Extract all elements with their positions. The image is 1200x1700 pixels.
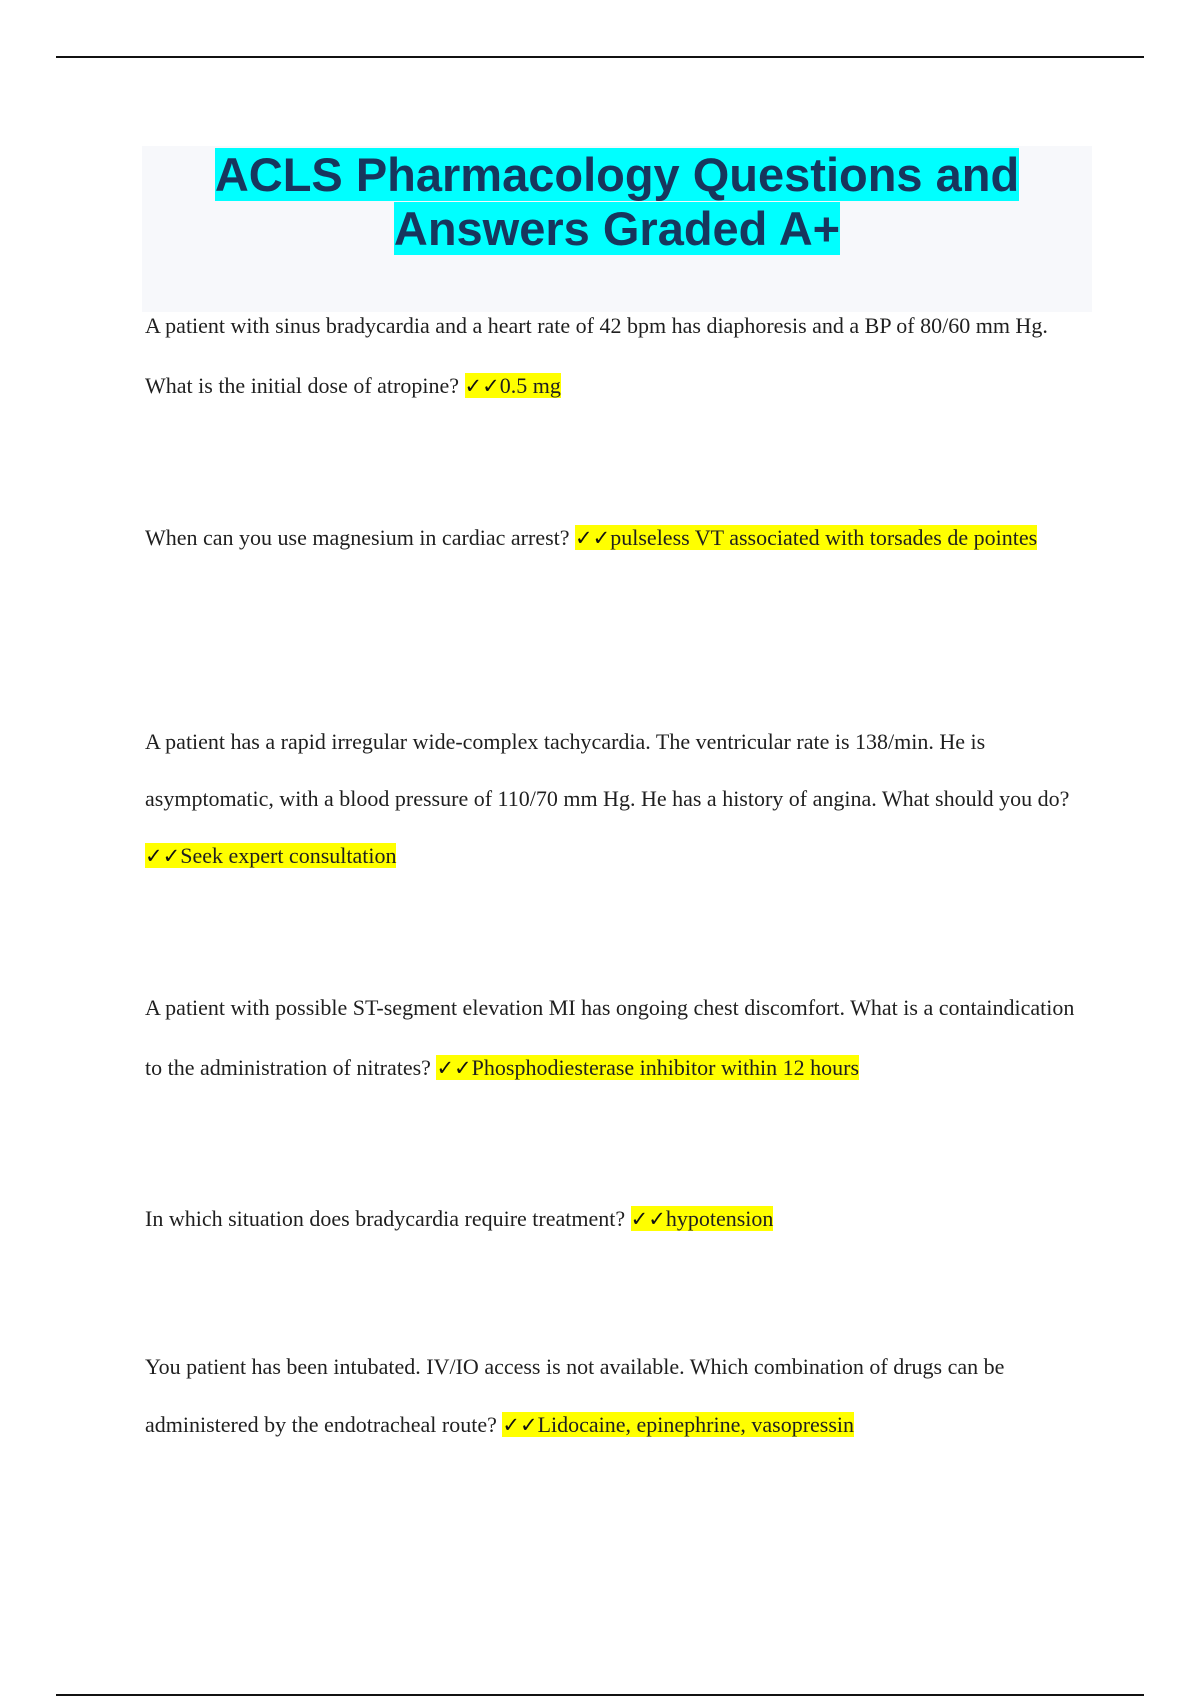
answer-highlight	[436, 1055, 859, 1080]
answer-text: Phosphodiesterase inhibitor within 12 hours	[471, 1055, 860, 1080]
bottom-rule	[56, 1694, 1144, 1696]
document-title: ACLS Pharmacology Questions and Answers Graded A+	[214, 148, 1020, 255]
answer-text: pulseless VT associated with torsades de pointes	[610, 525, 1038, 550]
question-text: In which situation does bradycardia require treatment?	[145, 1206, 626, 1231]
check-mark-icon: ✓✓	[630, 1207, 666, 1231]
question-text: You patient has been intubated. IV/IO access is not available. Which combination of drugs can be administered by the endotracheal route?	[145, 1354, 1005, 1437]
answer-highlight	[145, 843, 396, 868]
answer-highlight	[465, 373, 561, 398]
qa-item-3	[145, 713, 1095, 885]
qa-item-4	[145, 978, 1095, 1098]
qa-item-2	[145, 508, 1095, 568]
answer-text: 0.5 mg	[499, 373, 561, 398]
question-text: A patient with sinus bradycardia and a heart rate of 42 bpm has diaphoresis and a BP of 80/60 mm Hg. What is the initial dose of atropine?	[145, 313, 1048, 398]
question-text: A patient has a rapid irregular wide-complex tachycardia. The ventricular rate is 138/min. He is asymptomatic, with a blood pressure of 110/70 mm Hg. He has a history of angina. What should you do?	[145, 729, 1070, 811]
answer-text: Lidocaine, epinephrine, vasopressin	[537, 1412, 855, 1437]
answer-text: Seek expert consultation	[180, 843, 397, 868]
answer-highlight	[502, 1412, 854, 1437]
qa-item-5	[145, 1189, 1095, 1249]
question-text: A patient with possible ST-segment elevation MI has ongoing chest discomfort. What is a containdication to the administration of nitrates?	[145, 995, 1075, 1080]
answer-highlight	[631, 1206, 774, 1231]
top-rule	[56, 56, 1144, 58]
check-mark-icon: ✓✓	[464, 374, 500, 398]
title-block	[142, 146, 1092, 312]
qa-item-6	[145, 1338, 1095, 1454]
answer-text: hypotension	[665, 1206, 774, 1231]
qa-item-1	[145, 296, 1095, 416]
check-mark-icon: ✓✓	[502, 1413, 538, 1437]
answer-highlight	[575, 525, 1037, 550]
check-mark-icon: ✓✓	[575, 526, 611, 550]
check-mark-icon: ✓✓	[436, 1056, 472, 1080]
check-mark-icon: ✓✓	[145, 844, 181, 868]
question-text: When can you use magnesium in cardiac arrest?	[145, 525, 570, 550]
